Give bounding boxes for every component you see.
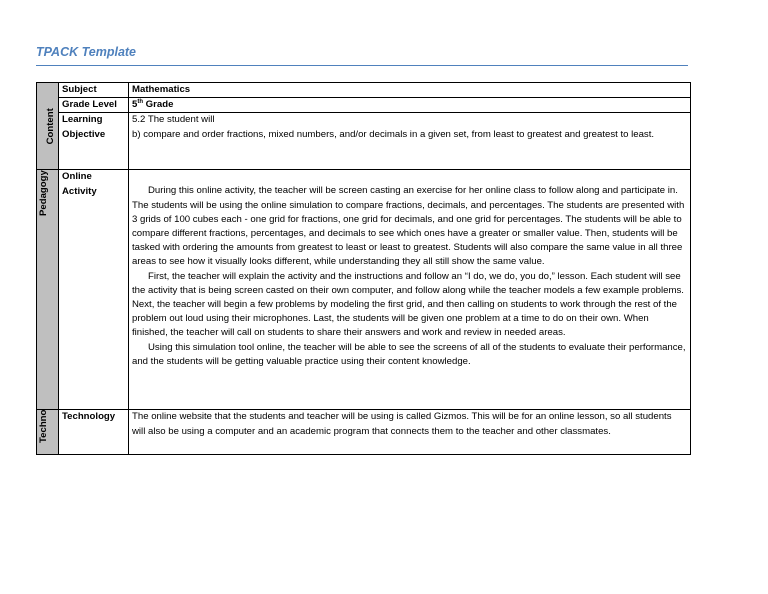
objective-standard: 5.2 The student will xyxy=(132,114,215,126)
pedagogy-section-cell xyxy=(37,170,59,410)
activity-paragraph: Using this simulation tool online, the teacher will be able to see the screens of all of the students to evaluate their performance, and the students will be getting valuable practice using their content knowledge. xyxy=(132,341,686,367)
objective-label-line2: Objective xyxy=(62,128,106,140)
tpack-table xyxy=(36,82,691,455)
technology-section-label: Techno xyxy=(38,410,49,444)
content-section-cell xyxy=(37,83,59,170)
objective-label-line1: Learning xyxy=(62,114,103,126)
grade-row xyxy=(37,98,691,113)
technology-section-cell xyxy=(37,410,59,455)
subject-label: Subject xyxy=(59,83,129,98)
activity-paragraph: During this online activity, the teacher will be screen casting an exercise for her online class to follow along and participate in. The students will be using the online simulation to compare fractions, decimals, and percentages. The students are presented with 3 grids of 100 cubes each - one grid for fractions, one grid for decimals, and one grid for percentages. The students will be able to compare different fractions, percentages, and decimals to see which ones have a greater or smaller value. Then, students will be tasked with ordering the amounts from greatest to least or least to greatest. Students will also compare the same value in all three areas to see how it visually looks different, while understanding they all still show the same value. xyxy=(132,185,685,268)
title-underline xyxy=(36,65,688,66)
objective-row xyxy=(37,113,691,170)
objective-label xyxy=(59,113,129,170)
activity-label xyxy=(59,170,129,410)
activity-label-line1: Online xyxy=(62,171,92,183)
grade-value xyxy=(129,98,691,113)
grade-ordinal: th xyxy=(137,99,144,106)
content-section-label: Content xyxy=(44,108,56,145)
subject-value: Mathematics xyxy=(129,83,691,98)
technology-value: The online website that the students and teacher will be using is called Gizmos. This will be for an online lesson, so all students will also be using a computer and an academic program that connects them to the teacher and other classmates. xyxy=(129,410,691,455)
pedagogy-section-label: Pedagogy xyxy=(38,170,49,217)
subject-row xyxy=(37,83,691,98)
technology-label: Technology xyxy=(59,410,129,455)
grade-number: 5 xyxy=(132,99,138,111)
grade-suffix: Grade xyxy=(143,99,174,111)
activity-label-line2: Activity xyxy=(62,185,97,197)
objective-value xyxy=(129,113,691,170)
activity-value xyxy=(129,170,691,410)
document-title: TPACK Template xyxy=(36,45,137,59)
objective-text: b) compare and order fractions, mixed numbers, and/or decimals in a given set, from least to greatest and greatest to least. xyxy=(132,128,655,140)
activity-row xyxy=(37,170,691,410)
grade-label: Grade Level xyxy=(59,98,129,113)
activity-paragraph: First, the teacher will explain the activity and the instructions and follow an “I do, we do, you do,” lesson. Each student will see the activity that is being screen casted on their own computer, and follow along while the teacher models a few example problems. Next, the teacher will begin a few problems by modeling the first grid, and then calling on students to work through the rest of the problem out loud using their microphones. Last, the students will be given one problem at a time to do on their own. When finished, the teacher will call on students to share their answers and work and review in needed areas. xyxy=(132,270,684,339)
technology-row xyxy=(37,410,691,455)
